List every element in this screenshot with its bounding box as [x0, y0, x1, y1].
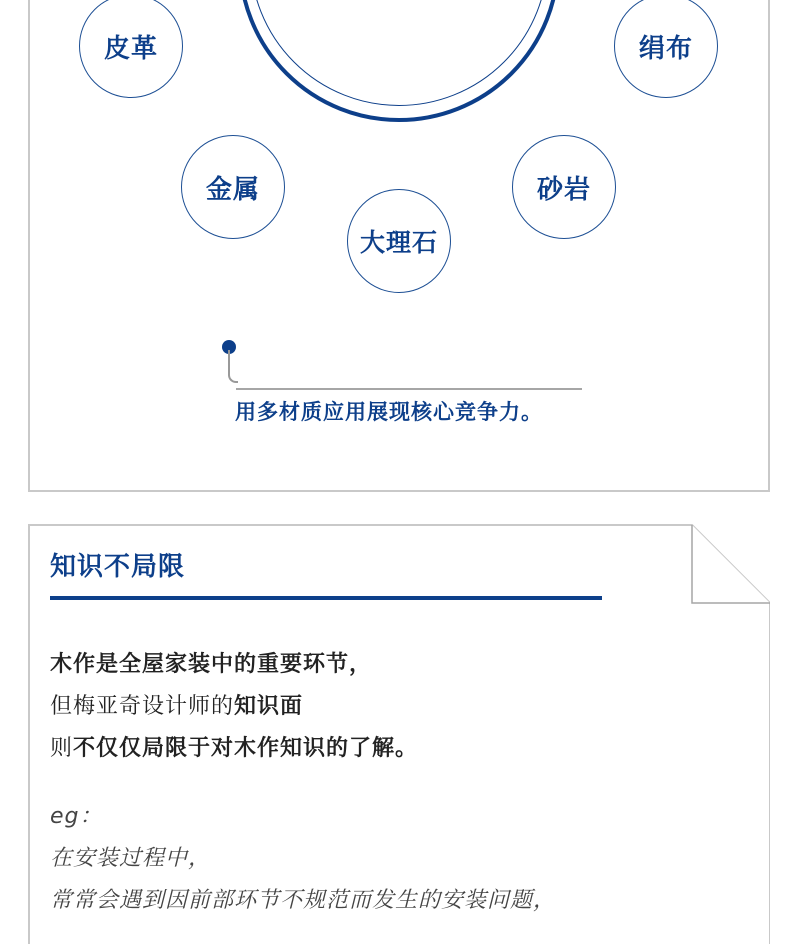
paragraph-line-3 [50, 728, 418, 770]
example-line-1: 在安装过程中， [50, 846, 212, 871]
connector-hook [228, 350, 238, 383]
line2-bold: 知识面 [234, 694, 304, 719]
title-underline [50, 596, 602, 600]
line2-normal: 但梅亚奇设计师的 [50, 694, 235, 719]
example-line-2: 常常会遇到因前部环节不规范而发生的安装问题， [50, 888, 557, 913]
line1-text: 木作是全屋家装中的重要环节， [50, 652, 373, 677]
caption-divider [236, 388, 582, 390]
section-title: 知识不局限 [50, 552, 186, 582]
paragraph-line-2 [50, 686, 303, 728]
material-silk: 绢布 [614, 0, 718, 98]
material-marble: 大理石 [347, 189, 451, 293]
line3-normal: 则 [50, 736, 74, 761]
paragraph-line-1 [50, 644, 372, 686]
material-leather: 皮革 [79, 0, 183, 98]
material-sandstone: 砂岩 [512, 135, 616, 239]
material-metal: 金属 [181, 135, 285, 239]
caption-text: 用多材质应用展现核心竞争力。 [235, 400, 543, 424]
line3-bold: 不仅仅局限于对木作知识的了解。 [73, 736, 419, 761]
example-label: eg： [50, 804, 103, 829]
